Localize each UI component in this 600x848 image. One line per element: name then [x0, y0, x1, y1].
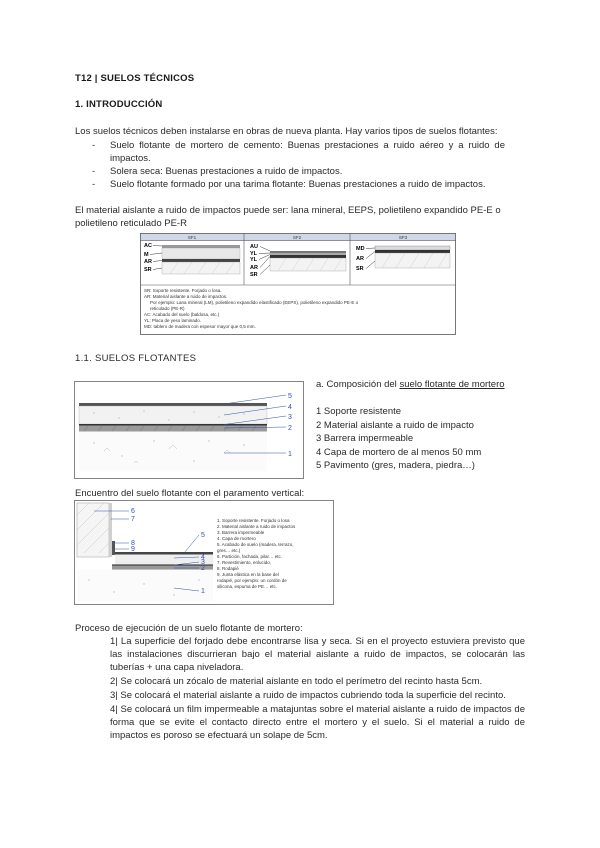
process-heading: Proceso de ejecución de un suelo flotante de mortero: [75, 623, 303, 634]
fig2-legend-line: 1. Soporte resistente. Forjado o losa [217, 518, 290, 523]
intro-bullet-list [92, 139, 505, 191]
fig2-legend-line: silicona, espuma de PE… etc. [217, 584, 278, 589]
fig1-number: 4 [288, 404, 292, 411]
fig2-legend-line: 2. Material aislante a ruido de impactos [217, 524, 296, 529]
composition-list [316, 405, 576, 473]
encounter-heading: Encuentro del suelo flotante con el paramento vertical: [75, 488, 305, 499]
composition-item: 3 Barrera impermeable [316, 433, 414, 444]
layer-slab [79, 432, 267, 472]
intro-bullet: - Suelo flotante formado por una tarima flotante: Buenas prestaciones a ruido de impactos. [92, 178, 505, 191]
sf2-layer-plasterboard [270, 253, 346, 255]
table-header-sf2: SF2 [292, 235, 302, 240]
legend-line: AR: Material aislante a ruido de impactos. [144, 294, 228, 299]
sf3-layer-board [375, 246, 450, 250]
fig1-number: 5 [288, 393, 292, 400]
fig2-legend-line: 6. Partición, fachada, pilar… etc. [217, 554, 283, 559]
fig2-legend-line: gres… etc.) [217, 548, 241, 553]
composition-item: 4 Capa de mortero de al menos 50 mm [316, 446, 482, 458]
fig2-number: 7 [131, 516, 135, 523]
wall-junction-figure [74, 500, 334, 605]
table-header-sf1: SF1 [187, 235, 197, 240]
fig1-number: 3 [288, 414, 292, 421]
section-heading-floating-floors: 1.1. SUELOS FLOTANTES [75, 353, 197, 364]
composition-item: 5 Pavimento (gres, madera, piedra…) [316, 460, 475, 471]
fig2-legend-line: rodapié, por ejemplo: un cordón de [217, 578, 287, 583]
sf3-label-md: MD [356, 246, 365, 252]
fig2-number: 9 [131, 546, 135, 553]
sf3-label-ar: AR [356, 256, 364, 262]
fig2-number: 6 [131, 508, 135, 515]
legend-line: AC: Acabado del suelo (baldosa, etc.) [144, 312, 220, 317]
process-step: 3| Se colocará el material aislante a ruido de impactos cubriendo toda la superficie del recinto. [110, 690, 506, 701]
sf2-label-yl: YL [250, 251, 258, 257]
sf1-label-m: M [144, 252, 149, 258]
junction-finish [115, 552, 213, 555]
sf1-label-ac: AC [144, 243, 152, 249]
floating-floor-section-figure [74, 381, 304, 479]
section-heading-introduction: 1. INTRODUCCIÓN [75, 99, 163, 110]
sf2-label-sr: SR [250, 272, 258, 278]
sf1-layer-slab [162, 262, 240, 274]
process-steps [110, 635, 525, 743]
sf3-layer-slab [375, 253, 450, 268]
layer-pavement [79, 403, 267, 406]
sf1-layer-insulation [162, 259, 240, 262]
layer-insulation [79, 426, 267, 432]
sf2-layer-slab [270, 258, 346, 271]
sf2-label-yl: YL [250, 257, 258, 263]
page-title: T12 | SUELOS TÉCNICOS [75, 73, 195, 84]
composition-item: 2 Material aislante a ruido de impacto [316, 419, 474, 431]
legend-line: YL: Placa de yeso laminado. [144, 318, 202, 323]
sf1-label-ar: AR [144, 259, 152, 265]
junction-barrier [112, 565, 213, 566]
legend-line: MD: tablero de madera con espesor mayor que 0,5 mm. [144, 324, 256, 329]
fig2-legend-line: 7. Revestimiento, enlucido, [217, 560, 272, 565]
intro-bullet: - Solera seca: Buenas prestaciones a ruido de impactos. [92, 165, 505, 178]
floating-floor-types-figure [140, 233, 456, 335]
process-step: 2| Se colocará un zócalo de material aislante en todo el perímetro del recinto hasta 5cm. [110, 676, 483, 687]
legend-line: Por ejemplo: Lana mineral (LM), polietileno expandido elastificado (EEPS), polietileno expandido PE-E o [150, 300, 359, 305]
composition-item: 1 Soporte resistente [316, 406, 402, 417]
fig1-number: 2 [288, 425, 292, 432]
sf2-label-au: AU [250, 244, 258, 250]
process-step: 4| Se colocará un film impermeable a matajuntas sobre el material aislante a ruido de impactos de forma que se evite el contacto directo entre el mortero y el suelo. Si el material a ruido de impactos es poroso se efectuará un solape de 5cm. [110, 704, 525, 741]
legend-line: reticulado (PE-R) [150, 306, 185, 311]
fig2-number: 1 [201, 588, 205, 595]
composition-prefix: a. Composición del [316, 379, 400, 390]
junction-mortar [115, 555, 213, 565]
fig2-legend-line: 5. Acabado de suelo (madera, terrazo, [217, 542, 294, 547]
sf3-layer-insulation [375, 250, 450, 253]
fig2-legend-line: 3. Barrera impermeable [217, 530, 265, 535]
sf2-layer-insulation [270, 255, 346, 258]
fig2-legend-line: 9. Junta elástica en la base del [217, 572, 279, 577]
process-step: 1| La superficie del forjado debe encontrarse lisa y seca. Si en el proyecto estuviera previsto que las instalaciones discurrieran bajo el material aislante a ruido de impactos, se colocarán las tuberías + una capa niveladora. [110, 636, 525, 673]
legend-line: SR: Soporte resistente. Forjado o losa. [144, 288, 222, 293]
fig2-number: 3 [201, 559, 205, 566]
intro-paragraph: Los suelos técnicos deben instalarse en obras de nueva planta. Hay varios tipos de suelos flotantes: [75, 126, 498, 137]
sf2-layer-plasterboard [270, 251, 346, 253]
sf3-label-sr: SR [356, 266, 364, 272]
fig2-number: 2 [201, 565, 205, 572]
materials-paragraph: El material aislante a ruido de impactos puede ser: lana mineral, EEPS, polietileno expandido PE-E o polietileno reticulado PE-R [75, 205, 501, 229]
fig1-number: 1 [288, 451, 292, 458]
sf1-layer-mortar [162, 248, 240, 259]
layer-mortar [79, 406, 267, 424]
junction-slab [77, 570, 213, 601]
fig2-number: 8 [131, 540, 135, 547]
table-header-sf3: SF3 [398, 235, 408, 240]
fig2-number: 4 [201, 554, 205, 561]
fig2-number: 5 [201, 532, 205, 539]
junction-insulation [112, 566, 213, 570]
composition-link: suelo flotante de mortero [399, 379, 505, 390]
intro-bullet: - Suelo flotante de mortero de cemento: Buenas prestaciones a ruido aéreo y a ruido de impactos. [92, 139, 505, 165]
composition-heading [316, 378, 576, 391]
fig2-legend-line: 8. Rodapié [217, 566, 239, 571]
fig2-legend-line: 4. Capa de mortero [217, 536, 256, 541]
layer-barrier [79, 424, 267, 426]
sf2-label-ar: AR [250, 265, 258, 271]
sf1-layer-finish [162, 245, 240, 248]
sf1-label-sr: SR [144, 267, 152, 273]
